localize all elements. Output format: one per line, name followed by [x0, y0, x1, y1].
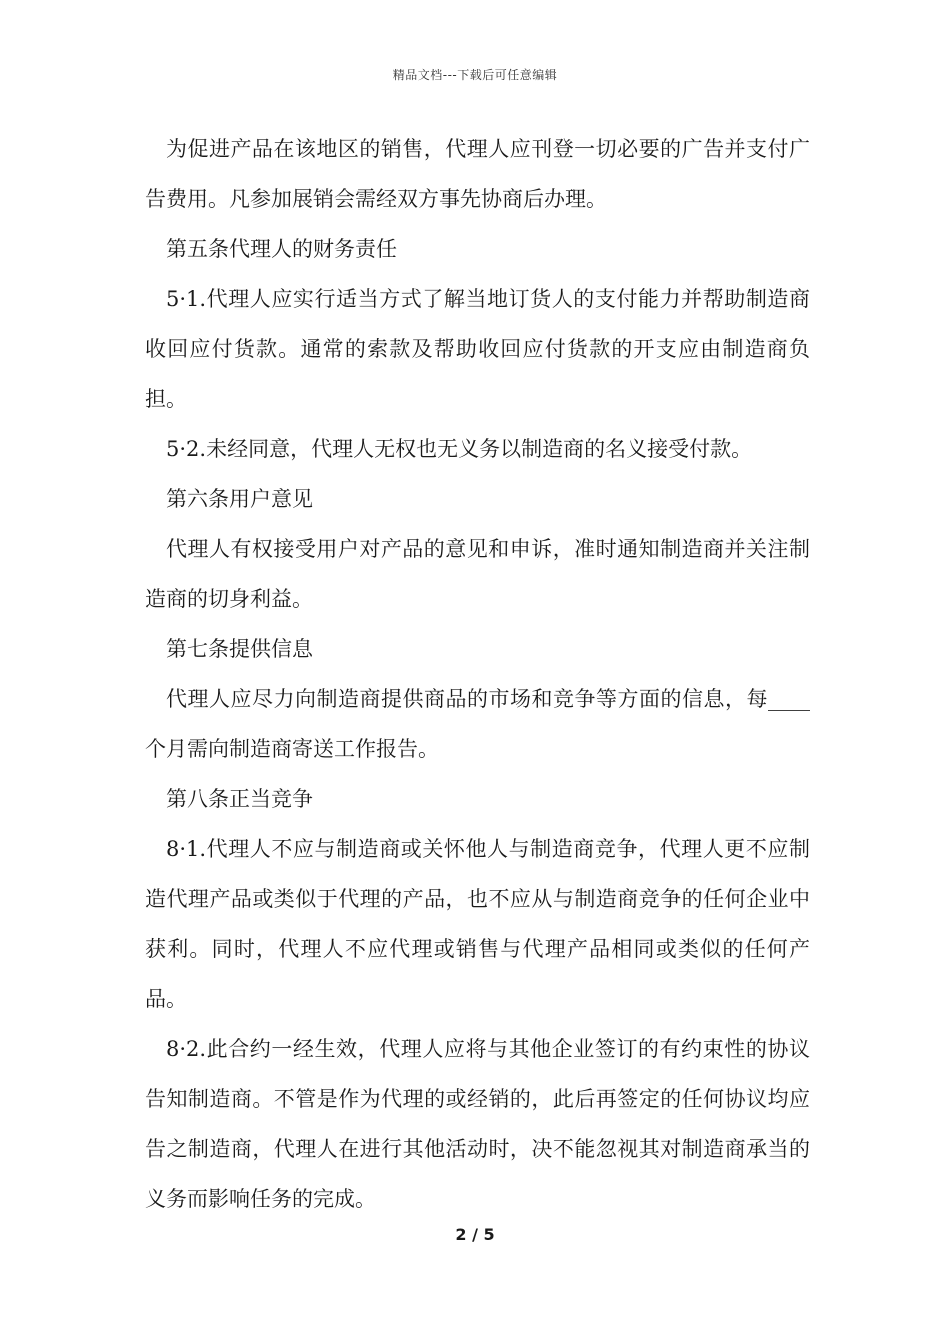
- page-number: 2 / 5: [455, 1225, 495, 1244]
- paragraph-6: 代理人有权接受用户对产品的意见和申诉，准时通知制造商并关注制造商的切身利益。: [145, 537, 810, 611]
- heading-article-8: 第八条正当竞争: [166, 787, 313, 811]
- heading-article-5: 第五条代理人的财务责任: [166, 237, 397, 261]
- page-header: 精品文档---下载后可任意编辑: [392, 68, 558, 82]
- paragraph-8-2: 8·2.此合约一经生效，代理人应将与其他企业签订的有约束性的协议告知制造商。不管是作为代理的或经销的，此后再签定的任何协议均应告之制造商，代理人在进行其他活动时，决不能忽视其对制造商承当的义务而影响任务的完成。: [145, 1037, 810, 1211]
- paragraph-5-1: 5·1.代理人应实行适当方式了解当地订货人的支付能力并帮助制造商收回应付货款。通常的索款及帮助收回应付货款的开支应由制造商负担。: [145, 287, 810, 411]
- paragraph-advertising: 为促进产品在该地区的销售，代理人应刊登一切必要的广告并支付广告费用。凡参加展销会需经双方事先协商后办理。: [145, 137, 810, 211]
- paragraph-8-1: 8·1.代理人不应与制造商或关怀他人与制造商竞争，代理人更不应制造代理产品或类似于代理的产品，也不应从与制造商竞争的任何企业中获利。同时，代理人不应代理或销售与代理产品相同或类似的任何产品。: [145, 837, 810, 1011]
- paragraph-7: 代理人应尽力向制造商提供商品的市场和竞争等方面的信息，每____个月需向制造商寄送工作报告。: [145, 687, 810, 761]
- document-body: [145, 124, 810, 1224]
- heading-article-6: 第六条用户意见: [166, 487, 313, 511]
- heading-article-7: 第七条提供信息: [166, 637, 313, 661]
- paragraph-5-2: 5·2.未经同意，代理人无权也无义务以制造商的名义接受付款。: [166, 437, 753, 461]
